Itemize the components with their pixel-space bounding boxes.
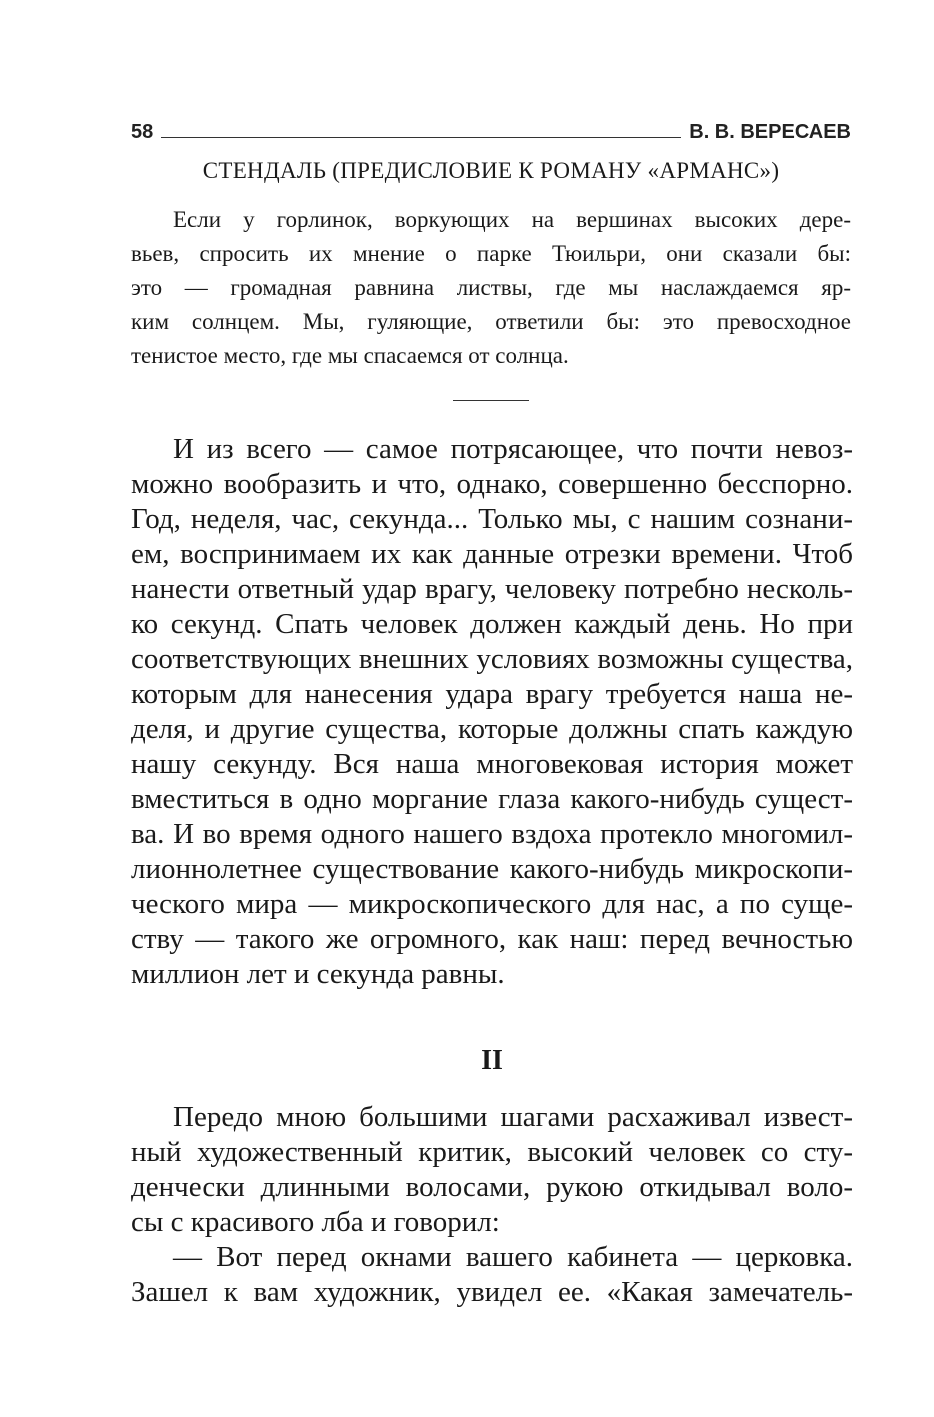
epigraph-line: это — громадная равнина листвы, где мы наслаждаемся яр- xyxy=(131,275,851,300)
header-rule xyxy=(161,137,681,138)
paragraph-line: Передо мною большими шагами расхаживал извест- xyxy=(173,1101,853,1133)
epigraph-text xyxy=(131,203,851,373)
paragraph-line: которым для нанесения удара врагу требуется наша не- xyxy=(131,678,853,710)
epigraph-line: вьев, спросить их мнение о парке Тюильри, они сказали бы: xyxy=(131,241,851,266)
paragraph-line: Год, неделя, час, секунда... Только мы, с нашим сознани- xyxy=(131,503,853,535)
paragraph-line: денчески длинными волосами, рукою откидывал воло- xyxy=(131,1171,853,1203)
paragraph-line: ный художественный критик, высокий человек со сту- xyxy=(131,1136,853,1168)
epigraph-line: Если у горлинок, воркующих на вершинах высоких дере- xyxy=(173,207,851,232)
paragraph-line: можно вообразить и что, однако, совершенно бесспорно. xyxy=(131,468,853,500)
paragraph-line: Зашел к вам художник, увидел ее. «Какая замечатель- xyxy=(131,1276,853,1308)
section-heading: II xyxy=(481,1045,503,1076)
paragraph-time xyxy=(131,432,853,992)
epigraph-line: ким солнцем. Мы, гуляющие, ответили бы: это превосходное xyxy=(131,309,851,334)
paragraph-line: ко секунд. Спать человек должен каждый день. Но при xyxy=(131,608,853,640)
paragraph-critic xyxy=(131,1100,853,1240)
paragraph-line: сы с красивого лба и говорил: xyxy=(131,1206,500,1238)
paragraph-line: соответствующих внешних условиях возможны существа, xyxy=(131,643,853,675)
paragraph-line: нашу секунду. Вся наша многовековая история может xyxy=(131,748,853,780)
paragraph-line: вместиться в одно моргание глаза какого-нибудь сущест- xyxy=(131,783,853,815)
paragraph-line: лионнолетнее существование какого-нибудь микроскопи- xyxy=(131,853,853,885)
paragraph-line: нанести ответный удар врагу, человеку потребно несколь- xyxy=(131,573,853,605)
paragraph-dialogue xyxy=(131,1240,853,1310)
running-author: В. В. ВЕРЕСАЕВ xyxy=(689,121,851,143)
paragraph-line: ва. И во время одного нашего вздоха протекло многомил- xyxy=(131,818,853,850)
epigraph-source: СТЕНДАЛЬ (ПРЕДИСЛОВИЕ К РОМАНУ «АРМАНС») xyxy=(202,158,780,183)
paragraph-line: ческого мира — микроскопического для нас, а по суще- xyxy=(131,888,853,920)
paragraph-line: ем, воспринимаем их как данные отрезки времени. Чтоб xyxy=(131,538,853,570)
page-number: 58 xyxy=(131,121,154,143)
running-header xyxy=(131,110,851,144)
paragraph-line: ству — такого же огромного, как наш: перед вечностью xyxy=(131,923,853,955)
epigraph-line: тенистое место, где мы спасаемся от солнца. xyxy=(131,343,569,368)
paragraph-line: — Вот перед окнами вашего кабинета — церковка. xyxy=(173,1241,853,1273)
paragraph-line: миллион лет и секунда равны. xyxy=(131,958,505,990)
paragraph-line: И из всего — самое потрясающее, что почти невоз- xyxy=(173,433,853,465)
section-divider xyxy=(453,400,529,401)
paragraph-line: деля, и другие существа, которые должны спать каждую xyxy=(131,713,853,745)
